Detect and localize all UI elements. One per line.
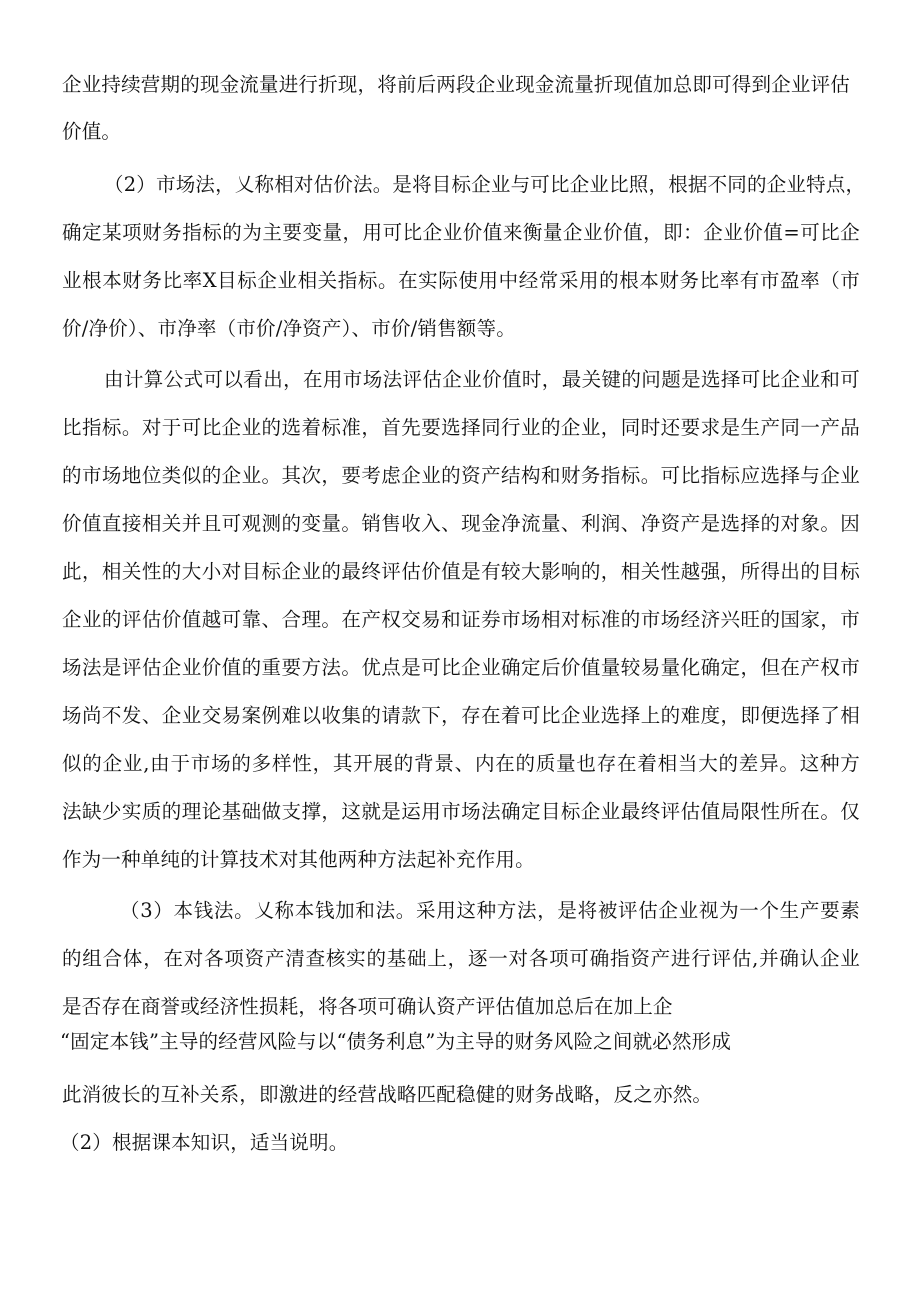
text-line: 此消彼长的互补关系，即激进的经营战略匹配稳健的财务战略，反之亦然。 xyxy=(62,1083,713,1106)
text-line: 比指标。对于可比企业的选着标准，首先要选择同行业的企业，同时还要求是生产同一产品 xyxy=(62,416,860,439)
text-line: 的市场地位类似的企业。其次，要考虑企业的资产结构和财务指标。可比指标应选择与企业 xyxy=(62,464,860,487)
text-line: 价值直接相关并且可观测的变量。销售收入、现金净流量、利润、净资产是选择的对象。因 xyxy=(62,512,860,535)
text-line: 是否存在商誉或经济性损耗，将各项可确认资产评估值加总后在加上企 xyxy=(62,995,673,1018)
text-line: “固定本钱”主导的经营风险与以“债务利息”为主导的财务风险之间就必然形成 xyxy=(60,1030,732,1053)
text-line: 作为一种单纯的计算技术对其他两种方法起补充作用。 xyxy=(62,848,535,871)
paragraph-heading-market-method: （2）市场法，乂称相对估价法。是将目标企业与可比企业比照，根据不同的企业特点， xyxy=(104,173,866,196)
text-line: 似的企业,由于市场的多样性，其开展的背景、内在的质量也存在着相当大的差异。这种方 xyxy=(62,752,860,775)
text-line: 由计算公式可以看出，在用市场法评估企业价值时，最关键的问题是选择可比企业和可 xyxy=(104,368,860,391)
paragraph-heading-cost-method: （3）本钱法。乂称本钱加和法。采用这种方法，是将被评估企业视为一个生产要素 xyxy=(120,899,860,922)
text-line: 场尚不发、企业交易案例难以收集的请款下，存在着可比企业选择上的难度，即便选择了相 xyxy=(62,704,860,727)
text-line: 价/净价）、市净率（市价/净资产）、市价/销售额等。 xyxy=(62,317,516,340)
text-line: 企业持续营期的现金流量进行折现，将前后两段企业现金流量折现值加总即可得到企业评估 xyxy=(62,73,851,96)
text-line: 此，相关性的大小对目标企业的最终评估价值是有较大影响的，相关性越强，所得出的目标 xyxy=(62,560,860,583)
text-line: 确定某项财务指标的为主要变量，用可比企业价值来衡量企业价值，即：企业价值=可比企 xyxy=(62,221,860,244)
text-line: 价值。 xyxy=(62,120,122,143)
text-line: 的组合体，在对各项资产清查核实的基础上，逐一对各项可确指资产进行评估,并确认企业 xyxy=(62,947,860,970)
text-line: 企业的评估价值越可靠、合理。在产权交易和证券市场相对标准的市场经济兴旺的国家，市 xyxy=(62,608,860,631)
text-line: 法缺少实质的理论基础做支撑，这就是运用市场法确定目标企业最终评估值局限性所在。仅 xyxy=(62,800,860,823)
text-line: 场法是评估企业价值的重要方法。优点是可比企业确定后价值量较易量化确定，但在产权市 xyxy=(62,656,860,679)
text-line: 业根本财务比率X目标企业相关指标。在实际使用中经常采用的根本财务比率有市盈率（市 xyxy=(62,269,860,292)
answer-note: （2）根据课本知识，适当说明。 xyxy=(60,1131,349,1154)
